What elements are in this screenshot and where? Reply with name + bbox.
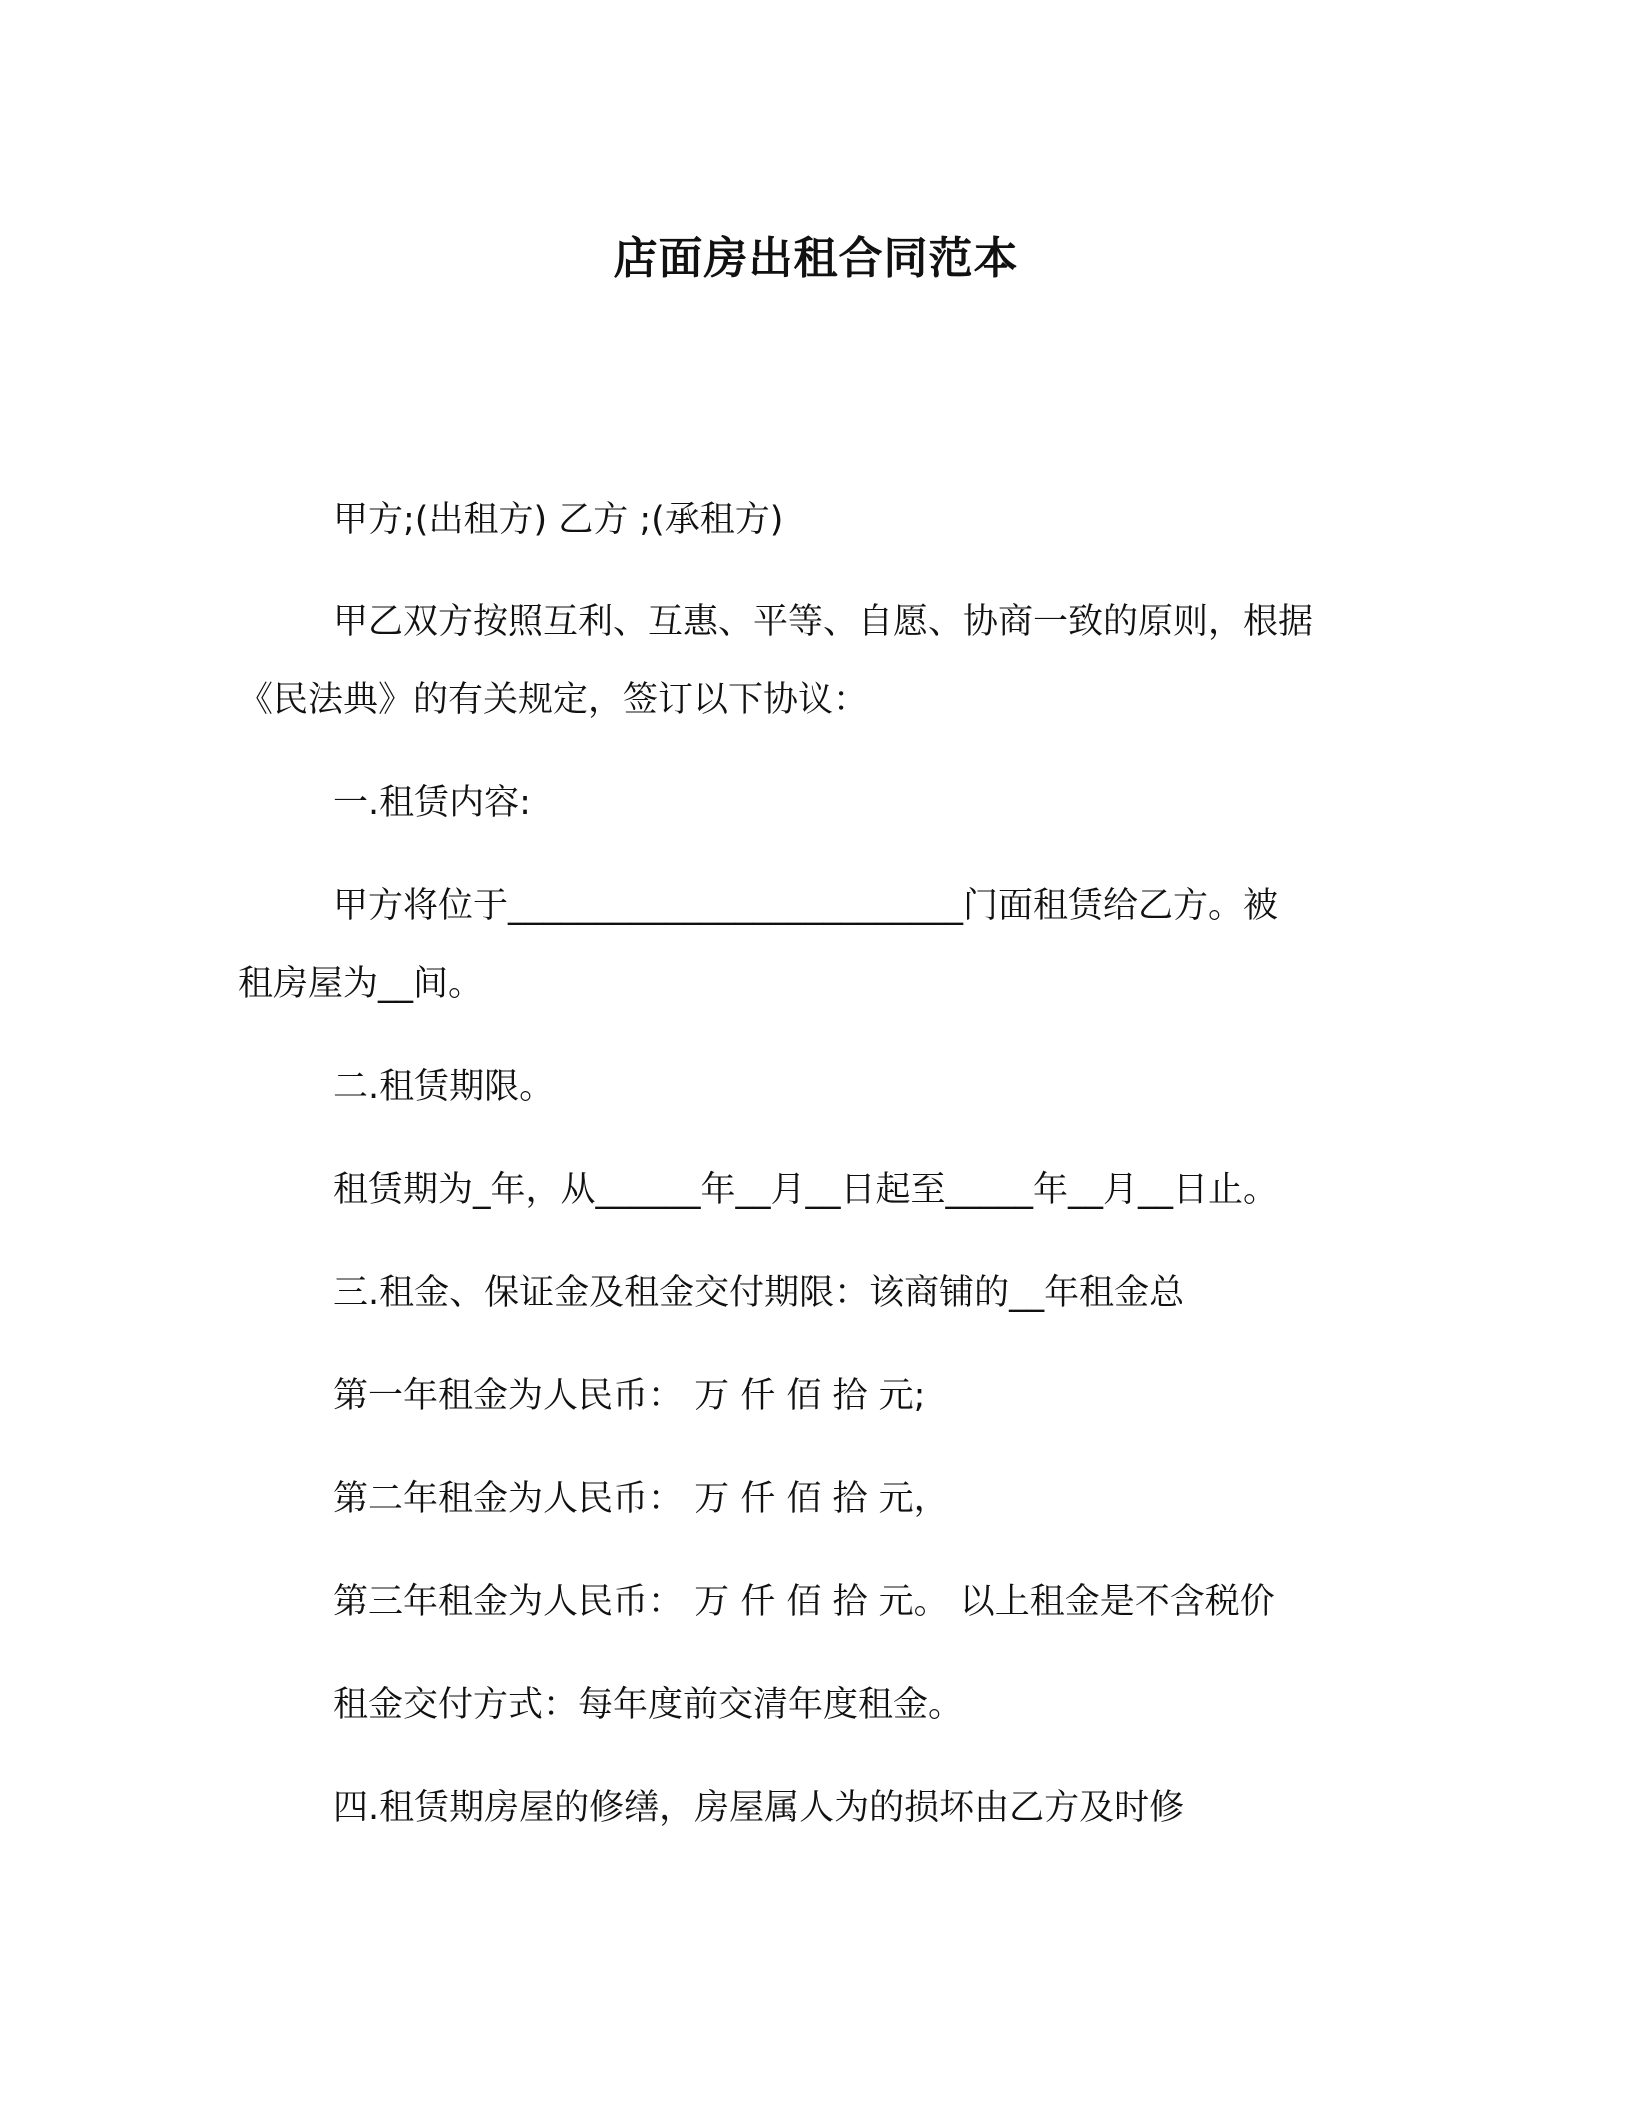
preamble-line-2: 《民法典》的有关规定，签订以下协议： xyxy=(238,680,869,720)
lease-term-line: 租赁期为_年，从______年__月__日起至_____年__月__日止。 xyxy=(333,1170,1279,1210)
rent-year-2-line: 第二年租金为人民币： 万 仟 佰 拾 元， xyxy=(333,1479,949,1519)
section-heading-1: 一.租赁内容: xyxy=(333,783,531,823)
section-heading-2: 二.租赁期限。 xyxy=(333,1067,555,1107)
preamble-line-1: 甲乙双方按照互利、互惠、平等、自愿、协商一致的原则，根据 xyxy=(333,602,1314,642)
payment-method-line: 租金交付方式：每年度前交清年度租金。 xyxy=(333,1685,964,1725)
rent-year-3-line: 第三年租金为人民币： 万 仟 佰 拾 元。 以上租金是不含税价 xyxy=(333,1582,1275,1622)
section-heading-3: 三.租金、保证金及租金交付期限：该商铺的__年租金总 xyxy=(333,1273,1185,1313)
document-title: 店面房出租合同范本 xyxy=(613,233,1019,284)
lease-content-line-2: 租房屋为__间。 xyxy=(238,964,484,1004)
lease-content-line-1: 甲方将位于__________________________门面租赁给乙方。被 xyxy=(333,886,1279,926)
rent-year-1-line: 第一年租金为人民币： 万 仟 佰 拾 元; xyxy=(333,1376,926,1416)
parties-line: 甲方;(出租方) 乙方 ;(承租方) xyxy=(333,500,784,540)
section-heading-4: 四.租赁期房屋的修缮，房屋属人为的损坏由乙方及时修 xyxy=(333,1788,1185,1828)
